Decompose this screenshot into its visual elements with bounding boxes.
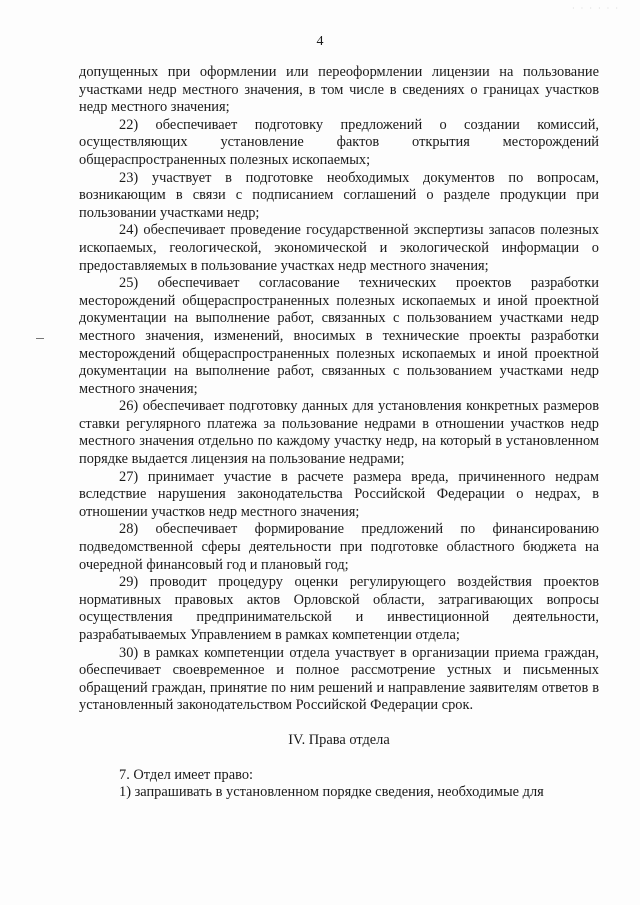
paragraph-clause-7: 7. Отдел имеет право:	[119, 766, 254, 783]
paragraph-item-27: 27) принимает участие в расчете размера вреда, причиненного недрам вследствие нарушения законодательства Российской Федерации о недрах, в отношении участков недр местного значения;	[79, 468, 599, 520]
paragraph-item-29: 29) проводит процедуру оценки регулирующего воздействия проектов нормативных правовых актов Орловской области, затрагивающих вопросы осуществления предпринимательской и инвестиционной деятельности, разрабатываемых Управлением в рамках компетенции отдела;	[79, 574, 599, 643]
page-number: 4	[316, 34, 324, 49]
margin-mark	[36, 338, 44, 339]
paragraph-item-28: 28) обеспечивает формирование предложений по финансированию подведомственной сферы деятельности при подготовке областного бюджета на очередной финансовый год и плановый год;	[79, 521, 599, 573]
paragraph-item-30: 30) в рамках компетенции отдела участвует в организации приема граждан, обеспечивает своевременное и полное рассмотрение устных и письменных обращений граждан, принятие по ним решений и направление заявителям ответов в установленный законодательством Российской Федерации срок.	[79, 644, 599, 714]
paragraph-item-23: 23) участвует в подготовке необходимых документов по вопросам, возникающим в связи с подписанием соглашений о разделе продукции при пользовании участками недр;	[79, 169, 599, 221]
section-heading: IV. Права отдела	[288, 731, 390, 748]
document-body	[79, 64, 599, 802]
paragraph-right-1: 1) запрашивать в установленном порядке сведения, необходимые для	[119, 784, 544, 801]
paragraph-item-25: 25) обеспечивает согласование технических проектов разработки месторождений общераспространенных полезных ископаемых и иной проектной документации на выполнение работ, связанных с пользованием участками недр местного значения, изменений, вносимых в технические проекты разработки месторождений общераспространенных полезных ископаемых и иной проектной документации на выполнение работ, связанных с пользованием участками недр местного значения;	[79, 275, 599, 397]
paragraph-item-24: 24) обеспечивает проведение государственной экспертизы запасов полезных ископаемых, геологической, экономической и экологической информации о предоставляемых в пользование участках недр местного значения;	[79, 222, 599, 274]
paragraph-item-26: 26) обеспечивает подготовку данных для установления конкретных размеров ставки регулярного платежа за пользование недрами в отношении участков недр местного значения отдельно по каждому участку недр, на который в установленном порядке выдается лицензия на пользование недрами;	[79, 398, 599, 468]
paragraph-item-22: 22) обеспечивает подготовку предложений о создании комиссий, осуществляющих установление фактов открытия месторождений общераспространенных полезных ископаемых;	[79, 116, 599, 168]
paragraph-continuation: допущенных при оформлении или переоформлении лицензии на пользование участками недр местного значения, в том числе в сведениях о границах участков недр местного значения;	[79, 64, 599, 116]
scan-artifact: · · · · · ·	[572, 4, 620, 13]
